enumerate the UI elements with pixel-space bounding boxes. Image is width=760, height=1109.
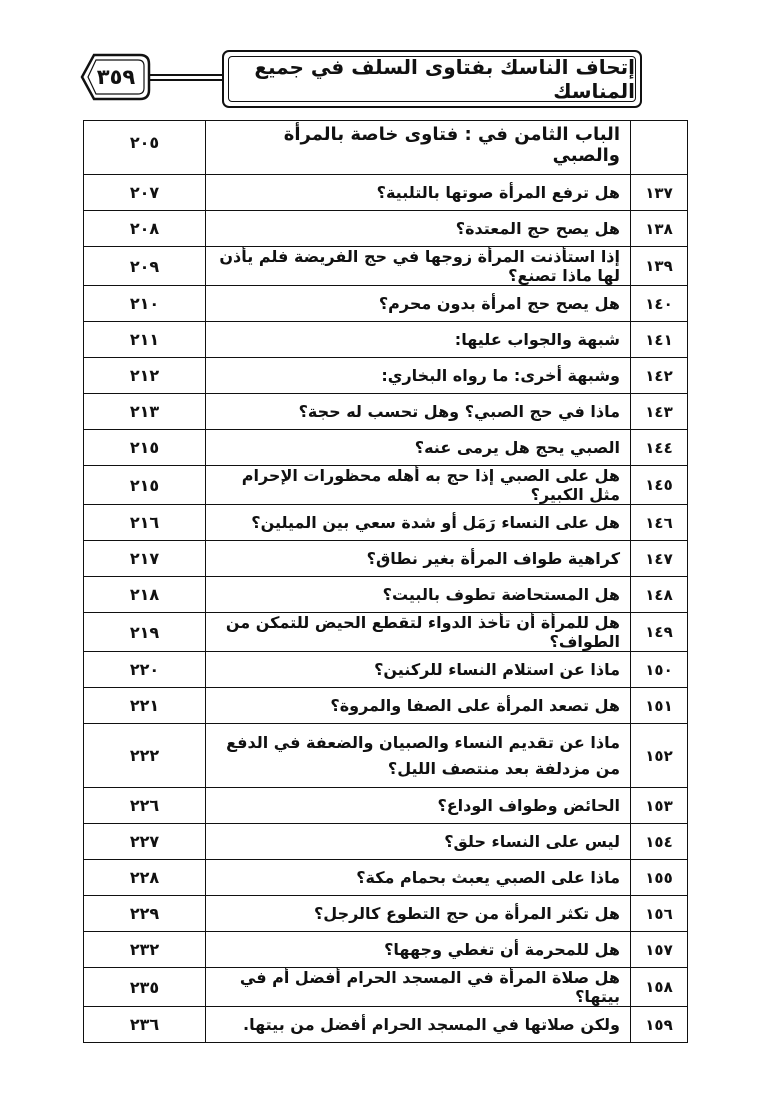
table-row [84,247,688,286]
entry-page: ٢٠٧ [84,175,206,211]
entry-title: كراهية طواف المرأة بغير نطاق؟ [206,541,631,577]
entry-number: ١٤٤ [631,430,688,466]
chapter-page: ٢٠٥ [84,121,206,175]
entry-number: ١٥٨ [631,968,688,1007]
entry-page: ٢١٢ [84,358,206,394]
entry-title: هل صلاة المرأة في المسجد الحرام أفضل أم في بيتها؟ [206,968,631,1007]
entry-page: ٢٢٦ [84,788,206,824]
entry-title: ماذا عن تقديم النساء والصبيان والضعفة في الدفع من مزدلفة بعد منتصف الليل؟ [206,724,631,788]
entry-page: ٢١٥ [84,430,206,466]
table-row [84,860,688,896]
entry-number: ١٥٧ [631,932,688,968]
entry-page: ٢٠٨ [84,211,206,247]
entry-title: هل للمحرمة أن تغطي وجهها؟ [206,932,631,968]
contents-table [83,120,688,1043]
book-title: إتحاف الناسك بفتاوى السلف في جميع المناسك [228,56,636,102]
entry-number: ١٥٩ [631,1007,688,1043]
entry-number: ١٤٥ [631,466,688,505]
table-row [84,968,688,1007]
entry-number: ١٤٨ [631,577,688,613]
table-row [84,688,688,724]
entry-page: ٢٢٢ [84,724,206,788]
page-number: ٣٥٩ [96,65,136,89]
entry-title: هل على الصبي إذا حج به أهله محظورات الإحرام مثل الكبير؟ [206,466,631,505]
chapter-title: الباب الثامن في : فتاوى خاصة بالمرأة والصبي [206,121,631,175]
entry-page: ٢١٠ [84,286,206,322]
entry-title: الصبي يحج هل يرمى عنه؟ [206,430,631,466]
entry-page: ٢١٧ [84,541,206,577]
chapter-row [84,121,688,175]
entry-page: ٢٢٩ [84,896,206,932]
table-row [84,932,688,968]
table-row [84,613,688,652]
entry-number: ١٥٤ [631,824,688,860]
page-header [0,0,760,120]
table-row [84,322,688,358]
entry-number: ١٣٧ [631,175,688,211]
chapter-number [631,121,688,175]
entry-number: ١٤١ [631,322,688,358]
entry-title: هل يصح حج المعتدة؟ [206,211,631,247]
entry-title: شبهة والجواب عليها: [206,322,631,358]
entry-page: ٢١٣ [84,394,206,430]
entry-number: ١٣٩ [631,247,688,286]
table-row [84,541,688,577]
page-number-badge [80,52,152,102]
entry-title: هل على النساء رَمَل أو شدة سعي بين الميلين؟ [206,505,631,541]
table-row [84,824,688,860]
entry-page: ٢٢٧ [84,824,206,860]
table-row [84,286,688,322]
entry-title: ماذا على الصبي يعبث بحمام مكة؟ [206,860,631,896]
entry-page: ٢١٥ [84,466,206,505]
header-rule-top [150,74,222,76]
entry-page: ٢٢١ [84,688,206,724]
book-title-frame [222,50,642,108]
entry-title: هل تكثر المرأة من حج التطوع كالرجل؟ [206,896,631,932]
entry-number: ١٤٣ [631,394,688,430]
entry-title: هل يصح حج امرأة بدون محرم؟ [206,286,631,322]
entry-title: ماذا عن استلام النساء للركنين؟ [206,652,631,688]
entry-number: ١٥٣ [631,788,688,824]
entry-title: الحائض وطواف الوداع؟ [206,788,631,824]
entry-number: ١٤٦ [631,505,688,541]
entry-page: ٢٢٨ [84,860,206,896]
entry-page: ٢١٨ [84,577,206,613]
entry-number: ١٥٥ [631,860,688,896]
entry-title: ولكن صلاتها في المسجد الحرام أفضل من بيتها. [206,1007,631,1043]
table-row [84,896,688,932]
entry-number: ١٥٦ [631,896,688,932]
entry-number: ١٤٧ [631,541,688,577]
table-row [84,466,688,505]
table-row [84,211,688,247]
entry-page: ٢٠٩ [84,247,206,286]
entry-title: ليس على النساء حلق؟ [206,824,631,860]
entry-title: وشبهة أخرى: ما رواه البخاري: [206,358,631,394]
entry-title: هل للمرأة أن تأخذ الدواء لتقطع الحيض للتمكن من الطواف؟ [206,613,631,652]
entry-title: هل ترفع المرأة صوتها بالتلبية؟ [206,175,631,211]
entry-number: ١٤٢ [631,358,688,394]
table-row [84,577,688,613]
entry-title: هل المستحاضة تطوف بالبيت؟ [206,577,631,613]
entry-title: ماذا في حج الصبي؟ وهل تحسب له حجة؟ [206,394,631,430]
entry-title: إذا استأذنت المرأة زوجها في حج الفريضة فلم يأذن لها ماذا تصنع؟ [206,247,631,286]
table-row [84,358,688,394]
entry-page: ٢٣٦ [84,1007,206,1043]
entry-number: ١٥٢ [631,724,688,788]
table-row [84,724,688,788]
table-row [84,788,688,824]
entry-number: ١٥١ [631,688,688,724]
entry-number: ١٣٨ [631,211,688,247]
entry-title: هل تصعد المرأة على الصفا والمروة؟ [206,688,631,724]
table-row [84,394,688,430]
header-rule-bottom [150,79,222,81]
entry-number: ١٥٠ [631,652,688,688]
entry-page: ٢٣٥ [84,968,206,1007]
table-row [84,1007,688,1043]
table-row [84,505,688,541]
entry-number: ١٤٠ [631,286,688,322]
entry-page: ٢١١ [84,322,206,358]
entry-number: ١٤٩ [631,613,688,652]
table-row [84,175,688,211]
table-row [84,430,688,466]
entry-page: ٢٢٠ [84,652,206,688]
entry-page: ٢٣٢ [84,932,206,968]
entry-page: ٢١٦ [84,505,206,541]
table-row [84,652,688,688]
entry-page: ٢١٩ [84,613,206,652]
